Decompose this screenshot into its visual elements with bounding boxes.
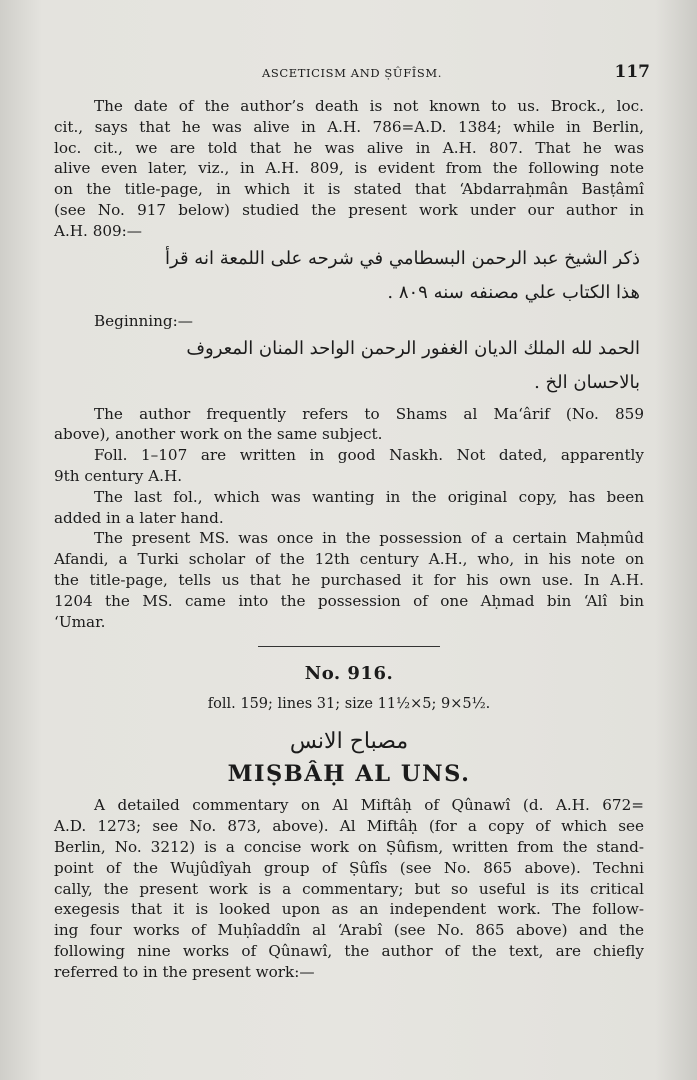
text-line: cally, the present work is a commentary; but so useful is its critical <box>54 879 644 898</box>
text-line: Berlin, No. 3212) is a concise work on Ṣûfism, written from the stand- <box>54 837 644 856</box>
text-line: The author frequently refers to Shams al Ma‘ârif (No. 859 <box>94 404 644 423</box>
text-line: added in a later hand. <box>54 508 224 527</box>
text-line: The last fol., which was wanting in the original copy, has been <box>94 487 644 506</box>
text-line: The date of the author’s death is not known to us. Brock., loc. <box>94 97 644 115</box>
arabic-line: بالاحسان الخ . <box>534 371 640 393</box>
paragraph-commentary <box>54 795 644 982</box>
paragraph-last-folio <box>54 487 644 529</box>
text-line: 9th century A.H. <box>54 466 183 485</box>
paragraph-folios <box>54 445 644 487</box>
text-line: Afandi, a Turki scholar of the 12th century A.H., who, in his note on <box>54 550 644 569</box>
text-line: A.H. 809:— <box>54 221 142 240</box>
entry-arabic-title: مصباح الانس <box>289 729 409 755</box>
page-body <box>54 96 644 983</box>
page-number: 117 <box>614 62 650 82</box>
arabic-line: الحمد لله الملك الديان الغفور الرحمن الواحد المنان المعروف <box>186 337 640 359</box>
text-line: following nine works of Qûnawî, the author of the text, are chiefly <box>54 941 644 960</box>
text-line: (see No. 917 below) studied the present work under our author in <box>54 200 644 219</box>
text-line: loc. cit., we are told that he was alive in A.H. 807. That he was <box>54 138 644 157</box>
page-header <box>54 62 650 86</box>
entry-title: MIṢBÂḤ AL UNS. <box>227 761 471 788</box>
text-line: referred to in the present work:— <box>54 962 315 981</box>
paragraph-references <box>54 404 644 446</box>
text-line: 1204 the MS. came into the possession of one Aḥmad bin ‘Alî bin <box>54 591 644 610</box>
arabic-beginning <box>54 332 644 400</box>
text-line: A.D. 1273; see No. 873, above). Al Miftâḥ (for a copy of which see <box>54 817 644 836</box>
running-head: ASCETICISM AND ṢÛFÎSM. <box>261 66 443 80</box>
text-line: A detailed commentary on Al Miftâḥ of Qûnawî (d. A.H. 672= <box>94 796 644 815</box>
paragraph-author-death <box>54 96 644 242</box>
entry-specs: foll. 159; lines 31; size 11½×5; 9×5½. <box>207 696 491 713</box>
text-line: exegesis that it is looked upon as an independent work. The follow- <box>54 900 644 919</box>
text-line: cit., says that he was alive in A.H. 786=A.D. 1384; while in Berlin, <box>54 117 644 136</box>
arabic-line: ذكر الشيخ عبد الرحمن البسطامي في شرحه على اللمعة انه قرأ <box>165 247 640 269</box>
arabic-note <box>54 242 644 310</box>
text-line: ing four works of Muḥîaddîn al ‘Arabî (see No. 865 above) and the <box>54 921 644 940</box>
section-divider <box>258 646 440 647</box>
text-line: The present MS. was once in the possession of a certain Maḥmûd <box>94 529 644 548</box>
text-line: alive even later, viz., in A.H. 809, is evident from the following note <box>54 159 644 178</box>
text-line: ‘Umar. <box>54 612 106 631</box>
text-line: Foll. 1–107 are written in good Naskh. Not dated, apparently <box>94 446 644 465</box>
paragraph-provenance <box>54 528 644 632</box>
arabic-line: هذا الكتاب علي مصنفه سنه ٨٠٩ . <box>387 281 640 303</box>
text-line: point of the Wujûdîyah group of Ṣûfîs (see No. 865 above). Techni <box>54 858 644 877</box>
entry-number: No. 916. <box>304 663 394 685</box>
beginning-label: Beginning:— <box>94 311 193 330</box>
text-line: above), another work on the same subject. <box>54 425 383 444</box>
text-line: the title-page, tells us that he purchased it for his own use. In A.H. <box>54 570 644 589</box>
text-line: on the title-page, in which it is stated that ‘Abdarraḥmân Basṭâmî <box>54 180 644 199</box>
